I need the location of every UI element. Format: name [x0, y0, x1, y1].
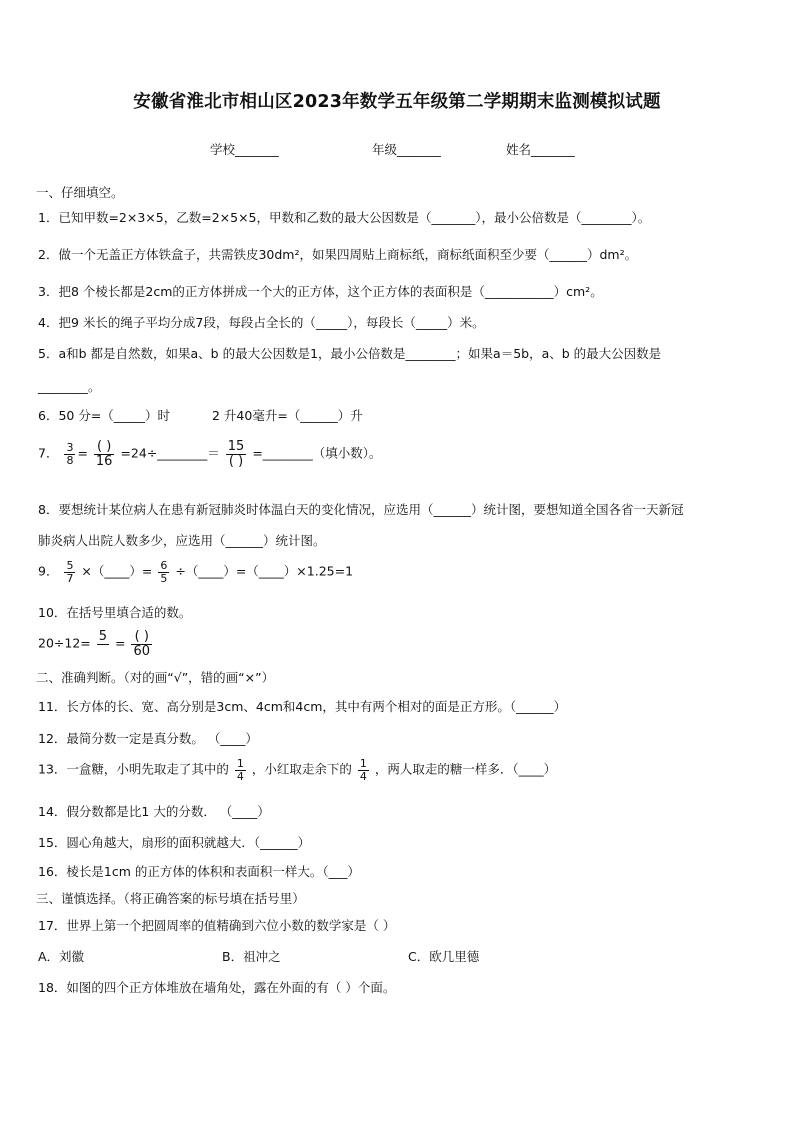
question-9-middle: ×（____）= — [81, 563, 153, 579]
fraction-denominator: 60 — [133, 643, 151, 659]
name-field: 姓名_______ — [506, 142, 575, 157]
fraction-denominator: ( ) — [228, 453, 244, 469]
question-3: 3．把8 个棱长都是2cm的正方体拼成一个大的正方体，这个正方体的表面积是（___________）cm²。 — [38, 284, 603, 299]
question-9-tail: ÷（____）=（____）×1.25=1 — [175, 563, 354, 579]
question-8-line-1: 8．要想统计某位病人在患有新冠肺炎时体温白天的变化情况，应选用（______）统计图，要想知道全国各省一天新冠 — [38, 502, 684, 517]
section-3-heading: 三、谨慎选择。（将正确答案的标号填在括号里） — [36, 891, 305, 906]
equation-lead: 20÷12= — [38, 635, 91, 651]
fraction-1-4 — [358, 758, 369, 782]
question-6-part-a: 6．50 分=（_____）时 — [38, 408, 171, 423]
question-16: 16．棱长是1cm 的正方体的体积和表面积一样大。（___） — [38, 864, 360, 879]
equals-sign: = — [115, 635, 126, 651]
grade-field: 年级_______ — [372, 142, 441, 157]
question-13-part-c: ，两人取走的糖一样多．（____） — [374, 761, 557, 777]
page-title: 安徽省淮北市相山区2023年数学五年级第二学期期末监测模拟试题 — [133, 92, 661, 112]
fraction-numerator: ( ) — [131, 630, 152, 645]
section-2-heading: 二、准确判断。（对的画“√”，错的画“×”） — [36, 670, 275, 685]
fraction-blank-16 — [94, 440, 115, 468]
question-6-part-b: 2 升40毫升=（______）升 — [212, 408, 363, 423]
question-7-label: 7． — [38, 445, 59, 461]
question-7-tail: =________（填小数）。 — [252, 445, 382, 461]
fraction-1-4 — [235, 758, 246, 782]
fraction-numerator: 1 — [236, 757, 244, 770]
fraction-denominator: 4 — [236, 769, 244, 783]
school-field: 学校_______ — [210, 142, 279, 157]
option-a: A．刘徽 — [38, 949, 85, 964]
fraction-5-7 — [64, 560, 75, 584]
question-10: 10．在括号里填合适的数。 — [38, 605, 192, 620]
fraction-denominator: 4 — [359, 769, 367, 783]
question-14: 14．假分数都是比1 大的分数． （____） — [38, 804, 270, 819]
option-c: C．欧几里德 — [408, 949, 480, 964]
fraction-denominator: 7 — [66, 571, 74, 585]
question-7: 7． $\frac{3}{8}$ = $\frac{( )}{16}$ =24÷________＝ $\frac{15}{( )}$ =________（填小数）。 — [38, 439, 382, 469]
fraction-denominator — [97, 645, 109, 659]
question-2: 2．做一个无盖正方体铁盒子，共需铁皮30dm²，如果四周贴上商标纸，商标纸面积至少要（______）dm²。 — [38, 247, 638, 262]
question-13 — [38, 758, 556, 782]
question-9-label: 9． — [38, 563, 59, 579]
fraction-6-5 — [158, 560, 169, 584]
question-12: 12．最简分数一定是真分数。 （____） — [38, 731, 258, 746]
fraction-numerator: ( ) — [94, 440, 115, 455]
fraction-denominator: 8 — [66, 453, 74, 467]
fraction-numerator: 15 — [227, 439, 245, 454]
fraction-numerator: 1 — [359, 757, 367, 770]
fraction-blank-60 — [131, 630, 152, 658]
question-4: 4．把9 米长的绳子平均分成7段，每段占全长的（_____），每段长（_____）米。 — [38, 315, 485, 330]
fraction-3-8 — [64, 442, 75, 466]
question-11: 11．长方体的长、宽、高分别是3cm、4cm和4cm，其中有两个相对的面是正方形。（______） — [38, 699, 567, 714]
option-b: B．祖冲之 — [222, 949, 281, 964]
fraction-numerator: 5 — [66, 559, 74, 572]
section-1-heading: 一、仔细填空。 — [36, 185, 124, 200]
question-15: 15．圆心角越大，扇形的面积就越大．（______） — [38, 835, 311, 850]
fraction-denominator: 5 — [160, 571, 168, 585]
question-13-part-a: 13．一盒糖，小明先取走了其中的 — [38, 761, 229, 777]
question-13-part-b: ，小红取走余下的 — [251, 761, 352, 777]
question-5-line-1: 5．a和b 都是自然数，如果a、b 的最大公因数是1，最小公倍数是________；如果a＝5b，a、b 的最大公因数是 — [38, 346, 662, 361]
fraction-numerator: 5 — [98, 629, 108, 644]
question-8-line-2: 肺炎病人出院人数多少，应选用（______）统计图。 — [38, 533, 326, 548]
fraction-numerator: 6 — [160, 559, 168, 572]
fraction-5-blank — [97, 630, 109, 658]
question-5-line-2: ________。 — [38, 379, 101, 394]
question-17: 17．世界上第一个把圆周率的值精确到六位小数的数学家是（ ） — [38, 918, 396, 933]
fraction-denominator: 16 — [95, 453, 113, 469]
question-9 — [38, 560, 353, 584]
question-18: 18．如图的四个正方体堆放在墙角处，露在外面的有（ ）个面。 — [38, 980, 396, 995]
fraction-numerator: 3 — [66, 441, 74, 455]
question-1: 1．已知甲数=2×3×5，乙数=2×5×5，甲数和乙数的最大公因数是（_______），最小公倍数是（________）。 — [38, 210, 651, 225]
question-7-middle: =24÷________＝ — [120, 445, 220, 461]
question-10-equation — [38, 630, 154, 658]
fraction-15-blank — [226, 440, 247, 468]
